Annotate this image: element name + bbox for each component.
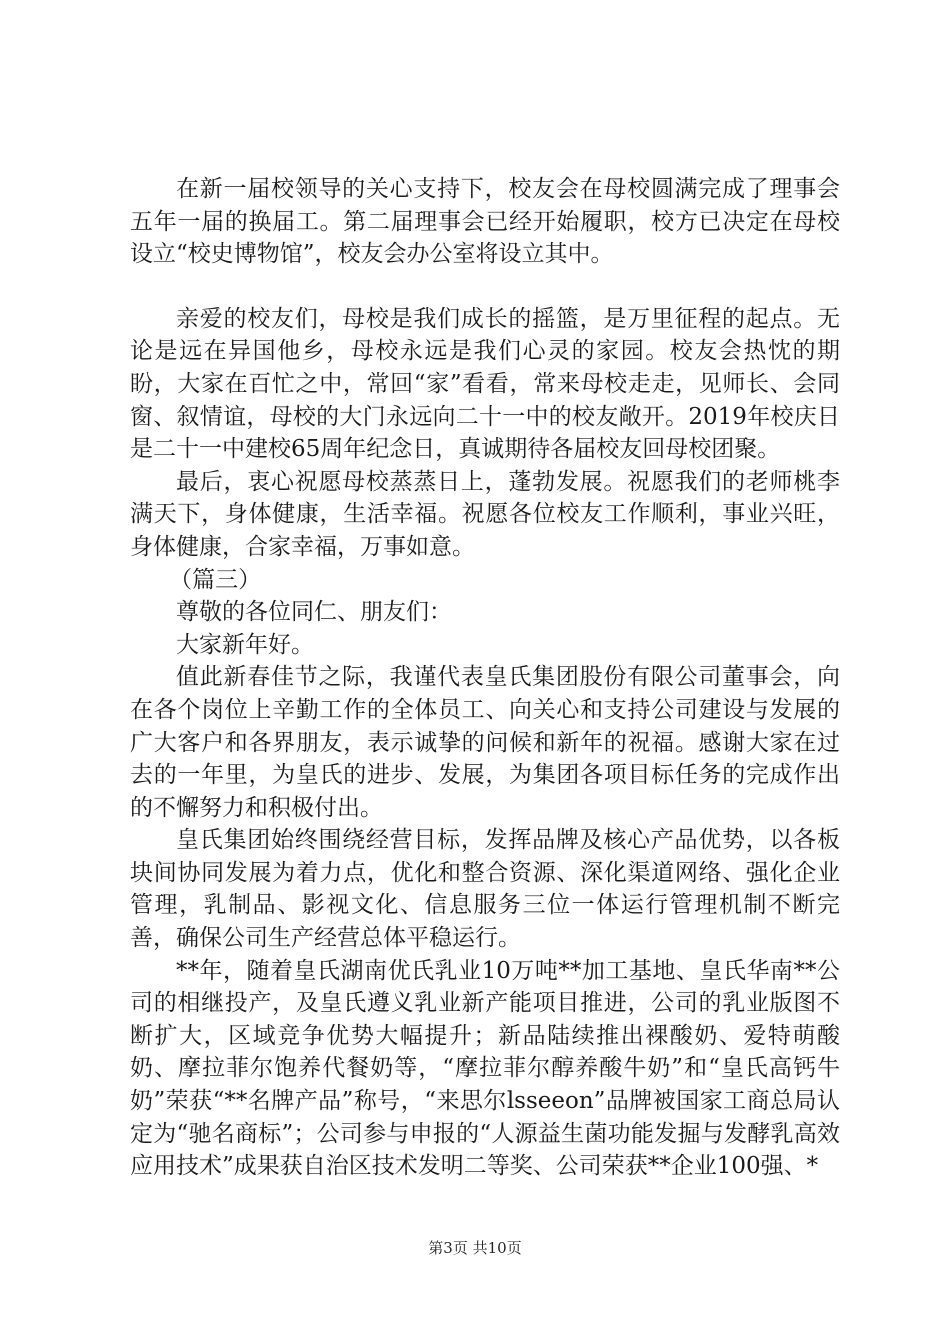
body-text [130,173,840,1183]
paragraph-group-operations: 皇氏集团始终围绕经营目标，发挥品牌及核心产品优势，以各板块间协同发展为着力点，优化和整合资源、深化渠道网络、强化企业管理，乳制品、影视文化、信息服务三位一体运行管理机制不断完善，确保公司生产经营总体平稳运行。 [130,827,840,952]
paragraph-alumni-council: 在新一届校领导的关心支持下，校友会在母校圆满完成了理事会五年一届的换届工。第二届理事会已经开始履职，校方已决定在母校设立“校史博物馆”，校友会办公室将设立其中。 [130,176,840,268]
greeting: 大家新年好。 [176,631,314,658]
paragraph-new-year-message: 值此新春佳节之际，我谨代表皇氏集团股份有限公司董事会，向在各个岗位上辛勤工作的全体员工、向关心和支持公司建设与发展的广大客户和各界朋友，表示诚挚的问候和新年的祝福。感谢大家在过去的一年里，为皇氏的进步、发展，为集团各项目标任务的完成作出的不懈努力和积极付出。 [130,664,840,821]
page-number-footer: 第3页 共10页 [428,1239,522,1257]
salutation: 尊敬的各位同仁、朋友们： [176,599,452,626]
paragraph-dear-alumni: 亲爱的校友们，母校是我们成长的摇篮，是万里征程的起点。无论是远在异国他乡，母校永远是我们心灵的家园。校友会热忱的期盼，大家在百忙之中，常回“家”看看，常来母校走走，见师长、会同窗、叙情谊，母校的大门永远向二十一中的校友敞开。2019年校庆日是二十一中建校65周年纪念日，真诚期待各届校友回母校团聚。 [130,305,840,463]
paragraph-closing-wishes: 最后，衷心祝愿母校蒸蒸日上，蓬勃发展。祝愿我们的老师桃李满天下，身体健康，生活幸福。祝愿各位校友工作顺利，事业兴旺，身体健康，合家幸福，万事如意。 [130,468,840,560]
section-heading: （篇三） [169,566,262,593]
paragraph-annual-achievements: **年，随着皇氏湖南优氏乳业10万吨**加工基地、皇氏华南**公司的相继投产，及皇氏遵义乳业新产能项目推进，公司的乳业版图不断扩大，区域竞争优势大幅提升；新品陆续推出裸酸奶、爱特萌酸奶、摩拉菲尔饱养代餐奶等，“摩拉菲尔醇养酸牛奶”和“皇氏高钙牛奶”荣获“**名牌产品”称号，“来思尔lsseeon”品牌被国家工商总局认定为“驰名商标”；公司参与申报的“人源益生菌功能发掘与发酵乳高效应用技术”成果获自治区技术发明二等奖、公司荣获**企业100强、* [130,957,840,1180]
